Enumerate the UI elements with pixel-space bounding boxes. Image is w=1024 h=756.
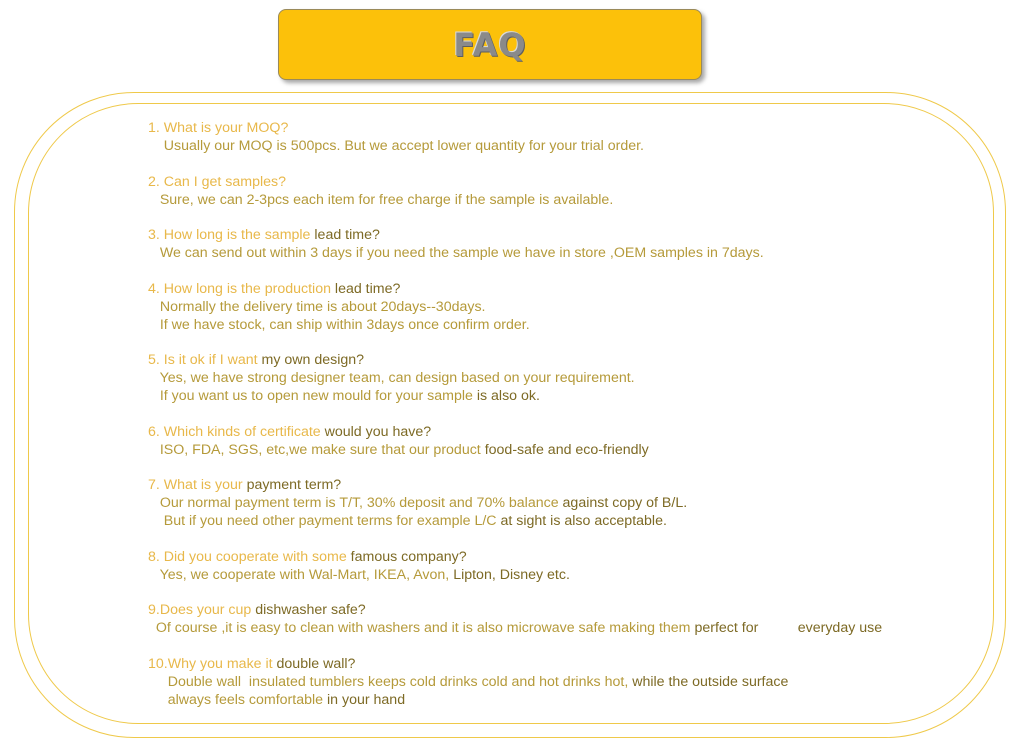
faq-answer-text: Double wall insulated tumblers keeps cold drinks cold and hot drinks hot, <box>148 673 633 690</box>
faq-answer-line <box>148 673 948 691</box>
faq-answer-text: in your hand <box>327 691 406 708</box>
faq-answer-text: Usually our MOQ is 500pcs. But we accept lower quantity for your trial order. <box>148 138 644 154</box>
faq-question-text: payment term? <box>246 477 342 493</box>
faq-question-text: dishwasher safe? <box>255 602 366 618</box>
faq-question-text: 9.Does your cup <box>148 602 256 618</box>
faq-question-text: lead time? <box>314 227 380 243</box>
faq-answer-line <box>148 566 948 584</box>
faq-answer-line <box>148 137 948 155</box>
faq-question-line <box>148 601 948 619</box>
faq-answer-line <box>148 691 948 709</box>
faq-question-line <box>148 280 948 298</box>
faq-answer-text: ISO, FDA, SGS, etc,we make sure that our product <box>148 441 485 458</box>
faq-question-text: double wall? <box>276 655 356 672</box>
faq-question-line <box>148 548 948 566</box>
faq-item <box>148 351 948 405</box>
faq-item <box>148 423 948 459</box>
faq-item <box>148 476 948 530</box>
faq-answer-line <box>148 494 948 512</box>
faq-question-text: 10.Why you make it <box>148 655 277 672</box>
faq-answer-text: Normally the delivery time is about 20days--30days. <box>148 298 486 315</box>
faq-question-text: 3. How long is the sample <box>148 227 315 243</box>
faq-answer-text: Our normal payment term is T/T, 30% deposit and 70% balance <box>148 495 563 511</box>
faq-answer-text: But if you need other payment terms for example L/C <box>148 513 501 529</box>
faq-answer-text: Sure, we can 2-3pcs each item for free charge if the sample is available. <box>148 191 614 208</box>
faq-question-line <box>148 173 948 191</box>
faq-answer-text: We can send out within 3 days if you need the sample we have in store ,OEM samples in 7days. <box>148 245 764 261</box>
faq-question-line <box>148 351 948 369</box>
faq-banner <box>278 9 702 80</box>
faq-question-line <box>148 476 948 494</box>
faq-question-text: 6. Which kinds of certificate <box>148 423 325 440</box>
faq-answer-line <box>148 316 948 334</box>
faq-answer-line <box>148 298 948 316</box>
faq-question-line <box>148 119 948 137</box>
faq-question-text: 4. How long is the production <box>148 280 335 297</box>
faq-question-line <box>148 423 948 441</box>
faq-question-text: 7. What is your <box>148 477 247 493</box>
faq-answer-text: while the outside surface <box>632 673 789 690</box>
faq-answer-text: is also ok. <box>476 388 540 404</box>
faq-answer-text: Lipton, Disney etc. <box>453 566 570 583</box>
faq-question-text: 1. What is your MOQ? <box>148 120 289 136</box>
faq-question-text: my own design? <box>261 352 365 368</box>
faq-item <box>148 548 948 584</box>
faq-item <box>148 173 948 209</box>
faq-question-line <box>148 655 948 673</box>
faq-answer-text: food-safe and eco-friendly <box>484 441 649 458</box>
faq-answer-text: against copy of B/L. <box>562 495 688 511</box>
faq-answer-text: perfect for everyday use <box>694 620 883 636</box>
faq-answer-text: If you want us to open new mould for your sample <box>148 388 477 404</box>
faq-answer-line <box>148 244 948 262</box>
faq-answer-line <box>148 619 948 637</box>
faq-answer-line <box>148 441 948 459</box>
faq-answer-text: at sight is also acceptable. <box>500 513 667 529</box>
faq-question-text: would you have? <box>324 423 432 440</box>
faq-question-line <box>148 226 948 244</box>
faq-item <box>148 655 948 709</box>
faq-item <box>148 119 948 155</box>
faq-answer-line <box>148 191 948 209</box>
faq-answer-text: Yes, we have strong designer team, can design based on your requirement. <box>148 370 635 386</box>
faq-answer-text: If we have stock, can ship within 3days once confirm order. <box>148 316 530 333</box>
faq-question-text: 5. Is it ok if I want <box>148 352 262 368</box>
faq-answer-line <box>148 387 948 405</box>
faq-answer-text: always feels comfortable <box>148 691 327 708</box>
faq-answer-text: Yes, we cooperate with Wal-Mart, IKEA, Avon, <box>148 566 454 583</box>
faq-answer-line <box>148 369 948 387</box>
page-title: FAQ <box>453 25 527 64</box>
faq-item <box>148 280 948 334</box>
faq-answer-line <box>148 512 948 530</box>
faq-question-text: famous company? <box>350 548 467 565</box>
faq-list <box>148 119 948 709</box>
faq-item <box>148 226 948 262</box>
faq-question-text: 2. Can I get samples? <box>148 173 287 190</box>
faq-question-text: lead time? <box>334 280 401 297</box>
faq-item <box>148 601 948 637</box>
faq-answer-text: Of course ,it is easy to clean with washers and it is also microwave safe making them <box>148 620 695 636</box>
faq-question-text: 8. Did you cooperate with some <box>148 548 351 565</box>
